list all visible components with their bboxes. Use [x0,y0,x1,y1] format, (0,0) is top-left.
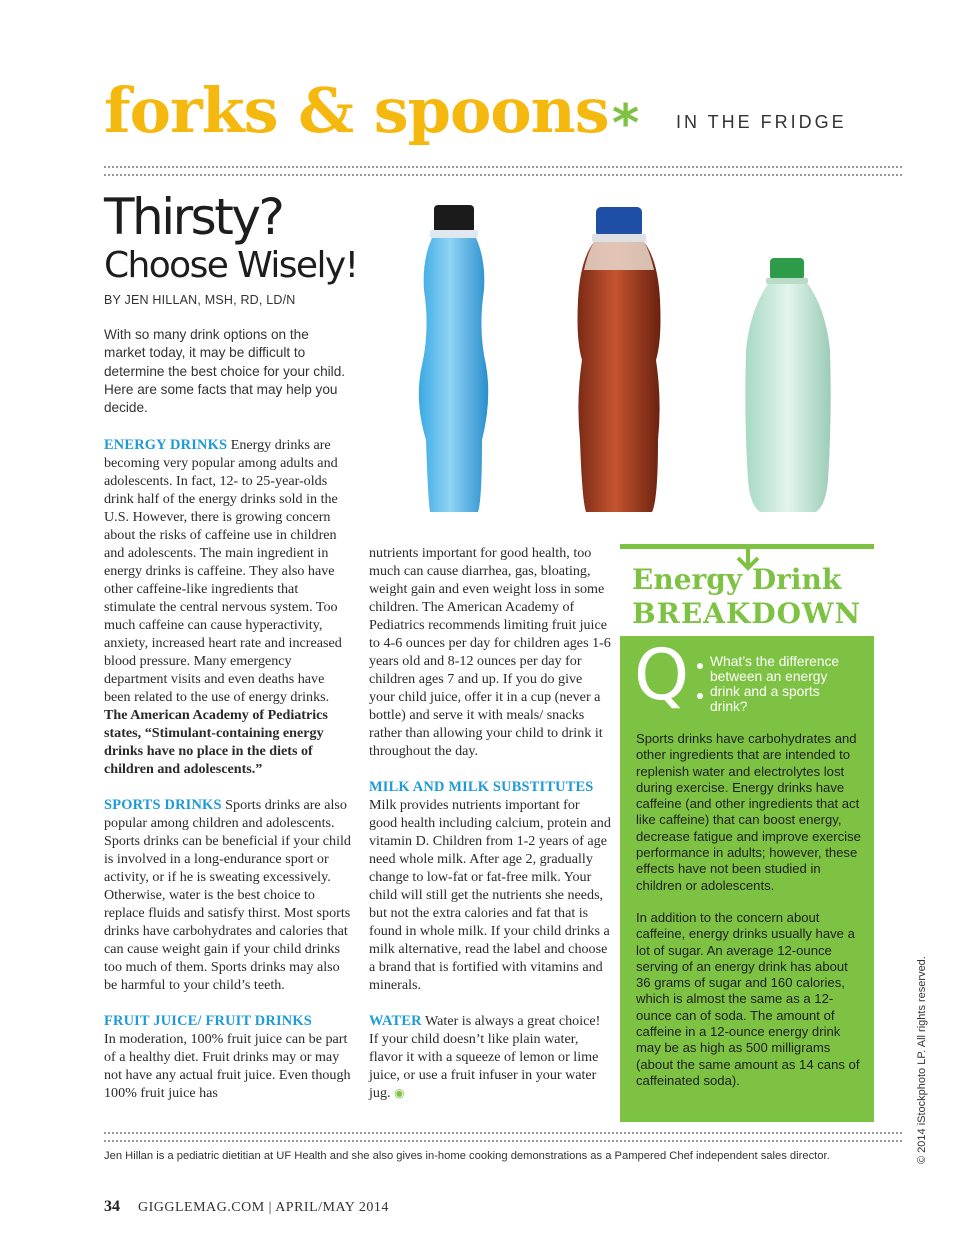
drink-bottles-illustration [400,200,900,520]
end-mark-icon: ◉ [394,1086,405,1100]
article-column-1 [104,436,352,1102]
blue-bottle [419,205,488,512]
bullet-dot [697,663,703,669]
sports-drinks-heading: SPORTS DRINKS [104,797,222,813]
energy-drinks-section [104,436,352,778]
asterisk-icon: * [612,94,640,154]
sidebar-question: What’s the difference between an energy drink and a sports drink? [710,654,840,714]
article-title-line2: Choose Wisely! [104,245,358,286]
author-bio: Jen Hillan is a pediatric dietitian at UF Health and she also gives in-home cooking demonstrations as a Pampered Chef independent sales director. [104,1150,830,1162]
sports-drinks-text: Sports drinks are also popular among children and adolescents. Sports drinks can be beneficial if your child is involved in a long-endurance sport or activity, or if he is sweating excessively. Otherwise, water is the best choice to replace fluids and satisfy thirst. Most sports drinks have carbohydrates and calories that can cause weight gain if your child drinks too much of them. Sports drinks may also be harmful to your child’s teeth. [104,797,351,993]
fruit-juice-heading: FRUIT JUICE/ FRUIT DRINKS [104,1013,312,1029]
energy-drinks-text: Energy drinks are becoming very popular among adults and adolescents. In fact, 12- to 25-year-olds drink half of the energy drinks sold in the U.S. However, there is growing concern about the risks of caffeine use in children and adolescents. The main ingredient in energy drinks is caffeine. They also have other caffeine-like ingredients that stimulate the central nervous system. Too much caffeine can cause hyperactivity, anxiety, increased heart rate and increased blood pressure. Many emergency department visits and even deaths have been related to the use of energy drinks. [104,437,342,705]
aap-quote: The American Academy of Pediatrics states, “Stimulant-containing energy drinks have no place in the diets of children and adolescents.” [104,707,328,777]
sidebar-title-line2: BREAKDOWN [632,597,862,630]
intro-paragraph: With so many drink options on the market today, it may be difficult to determine the best choice for your child. Here are some facts that may help you decide. [104,327,346,416]
article-title-line1: Thirsty? [104,188,283,246]
byline: BY JEN HILLAN, MSH, RD, LD/N [104,293,296,307]
bullet-dot [697,693,703,699]
water-text: Water is always a great choice! If your child doesn’t like plain water, flavor it with a squeeze of lemon or lime juice, or use a fruit infuser in your water jug. [369,1013,601,1101]
milk-section [369,778,611,994]
q-letter: Q [634,634,690,716]
sidebar-answer-paragraph-1: Sports drinks have carbohydrates and other ingredients that are intended to replenish water and electrolytes lost during exercise. Energy drinks have caffeine (and other ingredients that act like caffeine) that can boost energy, decrease fatigue and improve exercise performance in adults; however, these effects have not been studied in children or adolescents. [636,731,861,893]
fruit-juice-text: In moderation, 100% fruit juice can be part of a healthy diet. Fruit drinks may or may not have any actual fruit juice. Even though 100% fruit juice has [104,1031,351,1101]
milk-heading: MILK AND MILK SUBSTITUTES [369,779,594,795]
magazine-section-brand: forks & spoons [104,74,609,147]
water-section [369,1012,611,1102]
fruit-juice-continued: nutrients important for good health, too much can cause diarrhea, gas, bloating, weight gain and even weight loss in some children. The American Academy of Pediatrics recommends limiting fruit juice to 4-6 ounces per day for children ages 1-6 years old and 8-12 ounces per day for children ages 7 and up. If you do give your child juice, offer it in a cup (never a bottle) and serve it with meals/ snacks rather than allowing your child to drink it throughout the day. [369,545,611,759]
tea-bottle [578,207,661,512]
dotted-divider-top [104,166,902,176]
publication-info: GIGGLEMAG.COM | APRIL/MAY 2014 [138,1200,389,1215]
photo-credit: © 2014 iStockphoto LP. All rights reserved. [916,956,928,1164]
dotted-divider-bottom [104,1132,902,1142]
section-label: IN THE FRIDGE [676,112,847,132]
article-column-2 [369,544,611,1102]
fruit-juice-section [104,1012,352,1102]
milk-text: Milk provides nutrients important for good health including calcium, protein and vitamin D. Children from 1-2 years of age need whole milk. After age 2, gradually change to low-fat or fat-free milk. Your child will still get the nutrients she needs, but not the extra calories and fat that is found in whole milk. If your child drinks a milk alternative, read the label and choose a brand that is fortified with vitamins and minerals. [369,797,611,993]
water-heading: WATER [369,1013,422,1029]
energy-drinks-heading: ENERGY DRINKS [104,437,228,453]
sparkling-water-bottle [745,258,830,512]
sidebar-answer [636,731,866,1105]
sports-drinks-section [104,796,352,994]
page-number: 34 [104,1198,120,1215]
sidebar-answer-paragraph-2: In addition to the concern about caffeine, energy drinks usually have a lot of sugar. An average 12-ounce serving of an energy drink has about 36 grams of sugar and 160 calories, which is almost the same as a 12-ounce can of soda. The amount of caffeine in a 12-ounce energy drink may be as high as 500 milligrams (about the same amount as 14 cans of caffeinated soda). [636,909,860,1088]
sidebar-title-line1: Energy Drink [632,563,842,596]
